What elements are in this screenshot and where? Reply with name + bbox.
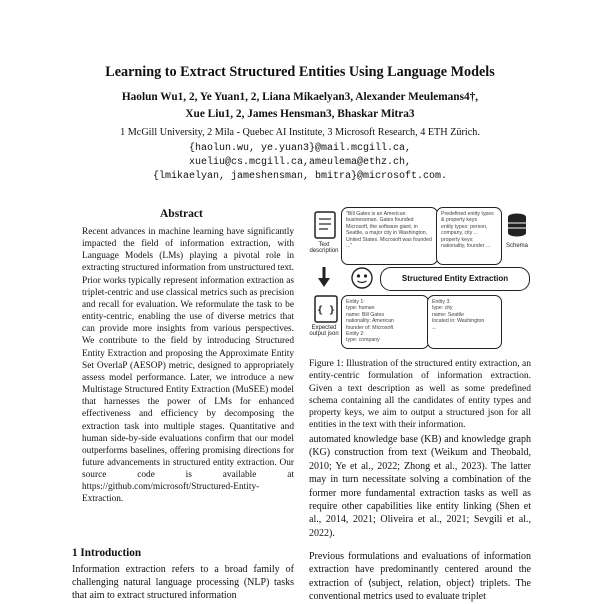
authors-line-2: Xue Liu1, 2, James Hensman3, Bhaskar Mitra3 bbox=[185, 108, 415, 120]
figure-caption: Figure 1: Illustration of the structured entity extraction, an entity-centric formulation of information extraction. Given a text description as well as some predefined schema containing all the candidates of entity types and property keys, we aim to output a structured json for all entities in the text with their information. bbox=[309, 359, 531, 431]
affiliations: 1 McGill University, 2 Mila - Quebec AI Institute, 3 Microsoft Research, 4 ETH Zürich. bbox=[120, 127, 480, 138]
abstract-text: Recent advances in machine learning have significantly impacted the field of information extraction, with Language Models (LMs) playing a pivotal role in extracting structured information from unstructured text. Prior works typically represent information extraction as triplet-centric and use classical metrics such as precision and recall for evaluation. We reformulate the task to be entity-centric, enabling the use of diverse metrics that can provide more insights from various perspectives. We contribute to the field by introducing Structured Entity Extraction and proposing the Approximate Entity Set OverlaP (AESOP) metric, designed to appropriately assess model performance. Later, we introduce a new Multistage Structured Entity Extraction (MuSEE) model that harnesses the power of LMs for enhanced effectiveness and efficiency by decomposing the extraction task into multiple stages. Quantitative and human side-by-side evaluations confirm that our model outperforms baselines, offering promising directions for future advancements in structured entity extraction. Our source code is available at https://github.com/microsoft/Structured-Entity-Extraction. bbox=[82, 227, 294, 505]
email-line-2: xueliu@cs.mcgill.ca,ameulema@ethz.ch, bbox=[188, 157, 412, 168]
output-box-left: Entity 1: type: human name: Bill Gates nationality: American founder of: Microsoft Entity 2: type: company bbox=[341, 295, 429, 349]
database-icon bbox=[505, 212, 529, 240]
output-box-right: Entity 3: type: city name: Seattle located in: Washington ... bbox=[427, 295, 502, 349]
down-arrow-icon bbox=[316, 266, 332, 288]
text-description-box: "Bill Gates is an American businessman. Gates founded Microsoft, the software giant, in Seattle, a major city in Washington, United States. Microsoft was founded ..." bbox=[341, 207, 438, 265]
json-output-icon bbox=[312, 294, 342, 324]
abstract-heading: Abstract bbox=[160, 208, 203, 220]
document-icon bbox=[312, 210, 342, 240]
structured-entity-extraction-label: Structured Entity Extraction bbox=[380, 267, 530, 291]
introduction-text: Information extraction refers to a broad family of challenging natural language processing (NLP) tasks that aim to extract structured information bbox=[72, 564, 294, 601]
expected-output-label: Expected output json bbox=[309, 325, 339, 337]
email-line-3: {lmikaelyan, jameshensman, bmitra}@microsoft.com. bbox=[152, 171, 448, 182]
right-column-paragraph-2: Previous formulations and evaluations of information extraction have predominantly centered around the extraction of ⟨subject, relation, object⟩ triplets. The conventional metrics used to evaluate triplet bbox=[309, 551, 531, 603]
text-description-label: Text description bbox=[309, 242, 339, 254]
right-column-paragraph-1: automated knowledge base (KB) and knowledge graph (KG) construction from text (Weikum and Theobald, 2010; Ye et al., 2022; Zhong et al., 2023). The latter may in turn necessitate solving a combination of the former more fundamental extraction tasks as well as require other capabilities like entity linking (Shen et al., 2014, 2021; Oliveira et al., 2021; Sevgili et al., 2022). bbox=[309, 434, 531, 539]
svg-text:{ }: { } bbox=[316, 305, 336, 316]
paper-title: Learning to Extract Structured Entities Using Language Models bbox=[105, 64, 495, 80]
authors-line-1: Haolun Wu1, 2, Ye Yuan1, 2, Liana Mikaelyan3, Alexander Meulemans4†, bbox=[121, 91, 479, 103]
robot-icon bbox=[350, 266, 374, 290]
schema-box: Predefined entity types & property keys entity types: person, company, city ... property keys: nationality, founder ... bbox=[436, 207, 502, 265]
schema-label: Schema bbox=[505, 243, 528, 249]
email-line-1: {haolun.wu, ye.yuan3}@mail.mcgill.ca, bbox=[188, 143, 412, 154]
introduction-heading: 1 Introduction bbox=[72, 547, 142, 559]
